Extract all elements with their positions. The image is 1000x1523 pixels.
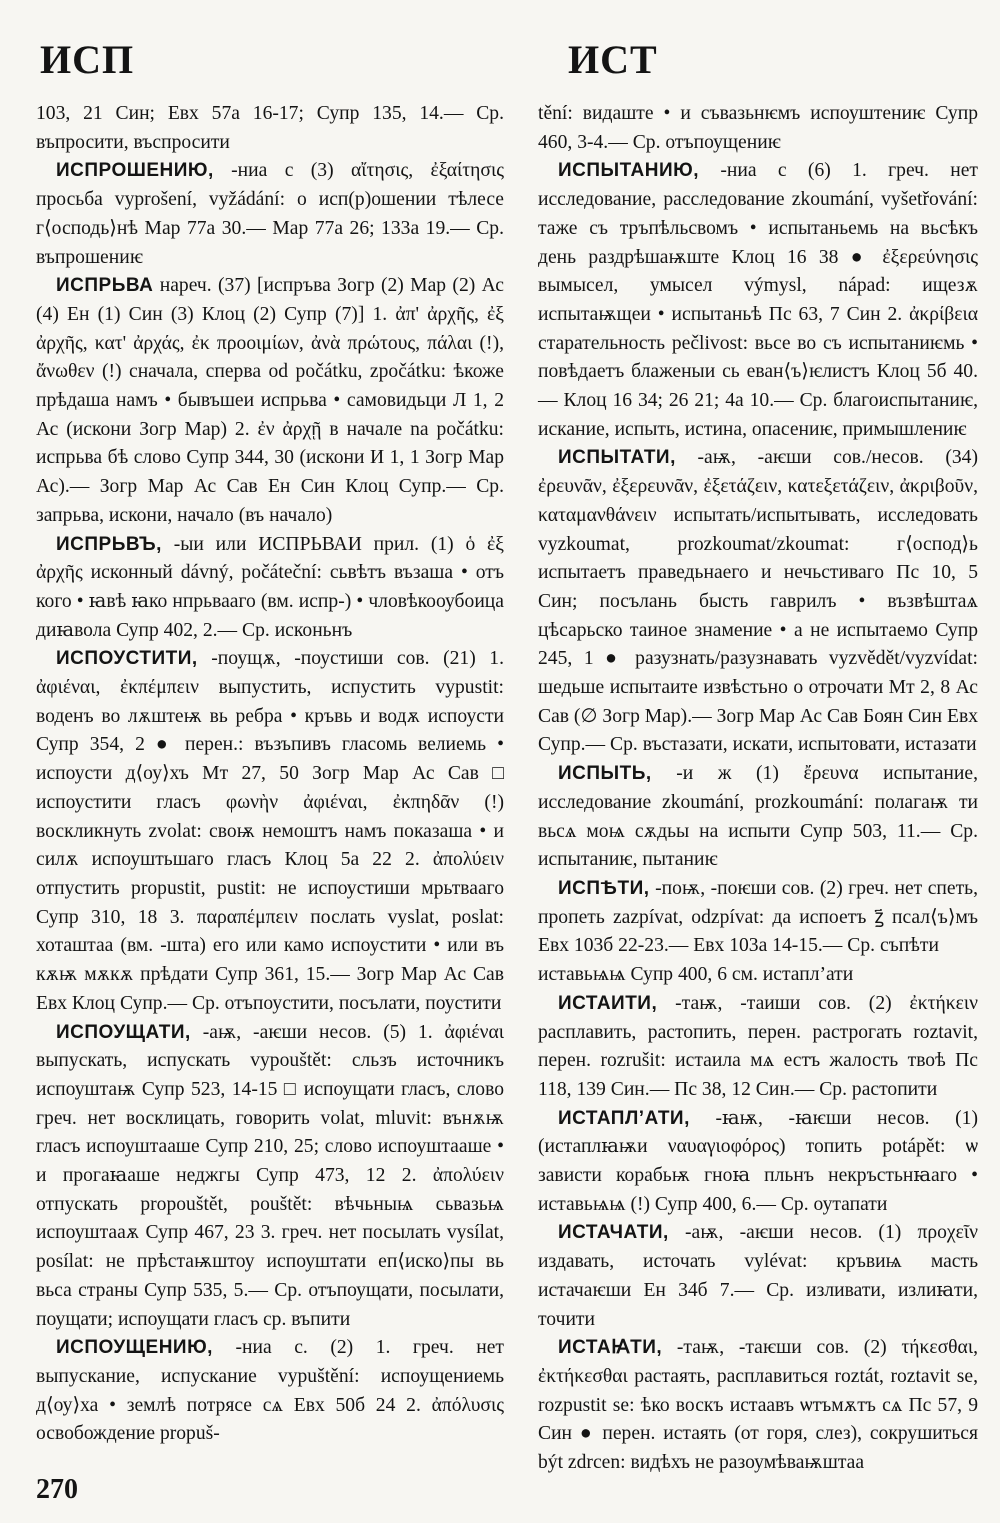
- right-column: [538, 100, 979, 1474]
- entry-headword: ИСТАПЛ’АТИ,: [558, 1107, 690, 1129]
- entry-body: -ыи или ИСПРЬВАИ прил. (1) ὁ ἐξ ἀρχῆς исконный dávný, počáteční: сьвѣтъ възаша • отъ кого • ꙗвѣ ꙗко нпрьвааго (вм. испр-) • чловѣкооубоица диꙗвола Супр 402, 2.— Ср. исконьнъ: [36, 533, 504, 641]
- entry-body: -аѭ, -аѥши несов. (5) 1. ἀφιέναι выпускать, испускать vypouštět: сльзъ источникъ испоуштаѭ Супр 523, 14-15 □ испоущати гласъ, слово греч. нет восклицать, говорить volat, mluvit: вънѫѭ гласъ испоуштааше Супр 210, 25; слово испоуштааше • и прогаꙗаше неджгы Супр 473, 12 2. ἀπολύειν отпускать propouštět, pouštět: вѣчьныѩ сьвазьѩ испоуштааѫ Супр 467, 23 3. греч. нет посылать vysílat, posílat: не прѣстаѭштоу испоуштати еп⟨иско⟩пы вь вьса страны Супр 535, 5.— Ср. отъпоущати, посылати, поущати; испоущати гласъ ср. въпити: [36, 1021, 504, 1330]
- entry-headword: ИСПЫТЬ,: [558, 763, 652, 785]
- entry-headword: ИСПОУЩАТИ,: [56, 1021, 191, 1043]
- entry-headword: ИСПРЬВЪ,: [56, 533, 162, 555]
- dictionary-entry: [538, 875, 978, 961]
- entry-headword: ИСПРЬВА: [56, 275, 154, 297]
- entry-headword: ИСПОУЩЕНИЮ,: [56, 1337, 213, 1359]
- dictionary-entry: [36, 272, 504, 530]
- entry-body: -ниа с (3) αἴτησις, ἐξαίτησις просьба vyprošení, vyžádání: о исп(р)ошении тѣлесе г⟨осподь⟩нѣ Мар 77а 30.— Мар 77а 26; 133а 19.— Ср. въпрошениѥ: [36, 160, 504, 268]
- entry-body: нареч. (37) [испръва Зогр (2) Мар (2) Ас (4) Ен (1) Син (3) Клоц (2) Супр (7)] 1. ἀπ' ἀρχῆς, ἐξ ἀρχῆς, κατ' ἀρχάς, ἐκ προοιμίων, ἀνὰ πρώτους, πάλαι (!), ἄνωθεν (!) сначала, сперва od počátku, zpočátku: ѣкоже прѣдаша намъ • бывъшеи испрьва • самовидьци Л 1, 2 Ас (искони Зогр Мар) 2. ἐν ἀρχῇ в начале na počátku: испрьва бѣ слово Супр 344, 30 (искони И 1, 1 Зогр Мар Ас).— Зогр Мар Ас Сав Ен Син Клоц Супр.— Ср. запрьва, искони, начало (въ начало): [36, 275, 504, 526]
- entry-headword: ИСПОУСТИТИ,: [56, 648, 198, 670]
- entry-body: -таѭ, -таиши сов. (2) ἐκτήκειν расплавить, растопить, перен. растрогать roztavit, перен. rozrušit: истаила мѧ естъ жалость твоѣ Пс 118, 139 Син.— Пс 38, 12 Син.— Ср. растопити: [538, 992, 978, 1100]
- entry-headword: ИСТАꙖТИ,: [558, 1337, 663, 1359]
- dictionary-entry: [538, 444, 978, 760]
- entry-headword: ИСПЫТАТИ,: [558, 447, 676, 469]
- entry-body: tění: видаште • и съвазьнѥмъ испоуштениѥ Супр 460, 3-4.— Ср. отъпоущениѥ: [538, 103, 978, 153]
- entry-body: -аѭ, -аѥши несов. (1) προχεῖν издавать, источать vylévat: кръвиѩ масть истачаѥши Ен 34б 7.— Ср. изливати, излиꙗти, точити: [538, 1222, 978, 1330]
- dictionary-entry: [36, 531, 504, 646]
- entry-body: -поѭ, -поѥши сов. (2) греч. нет спеть, пропеть zazpívat, odzpívat: да испоетъ ꙁ҃ псал⟨ъ⟩мъ Евх 103б 22-23.— Евх 103а 14-15.— Ср. съпѣти: [538, 877, 979, 957]
- dictionary-entry: [538, 990, 978, 1105]
- dictionary-entry: [36, 1019, 504, 1335]
- running-head-left: ИСП: [40, 37, 135, 82]
- entry-body: -и ж (1) ἔρευνα испытание, исследование zkoumání, prozkoumání: полагаѭ ти вьсѧ моѩ сѫдьы на испыти Супр 503, 11.— Ср. испытаниѥ, пытаниѥ: [538, 763, 978, 871]
- entry-body: иставьѩѩ Супр 400, 6 см. истапл’ати: [538, 964, 854, 986]
- entry-headword: ИСПРОШЕНИЮ,: [56, 160, 214, 182]
- dictionary-entry: [36, 1334, 504, 1449]
- entry-body: -таѭ, -таѥши сов. (2) τήκεσθαι, ἐκτήκεσθαι растаять, расплавиться roztát, roztavit se, rozpustit se: ѣко воскъ истаавъ ѡтъмѫтъ сѧ Пс 57, 9 Син ● перен. истаять (от горя, слез), сокрушиться být zdrcen: видѣхъ не разоумѣваѭштаа: [538, 1337, 978, 1474]
- dictionary-entry: [538, 1219, 978, 1334]
- dictionary-entry: [538, 760, 978, 875]
- entry-body: -поущѫ, -поустиши сов. (21) 1. ἀφιέναι, ἐκπέμπειν выпустить, испустить vypustit: воденъ во лѫштеѭ вь ребра • кръвь и водѫ испоусти Супр 354, 2 ● перен.: възъпивъ гласомь велиемь • испоусти д⟨оу⟩хъ Мт 27, 50 Зогр Мар Ас Сав □ испоустити гласъ φωνὴν ἀφιέναι, ἐκπηδᾶν (!) воскликнуть zvolat: своѭ немоштъ намъ показаша • и силѫ испоуштьшаго гласъ Клоц 5а 22 2. ἀπολύειν отпустить propustit, pustit: не испоустиши мрьтвааго Супр 310, 18 3. παραπέμπειν послать vyslat, poslat: хоташтаа (вм. -шта) его или камо испоустити • или въ кѫѭ мѫкѫ прѣдати Супр 361, 15.— Зогр Мар Ас Сав Евх Клоц Супр.— Ср. отъпоустити, посълати, поустити: [36, 648, 504, 1014]
- page-number: 270: [36, 1474, 78, 1505]
- dictionary-entry: [538, 1105, 978, 1220]
- entry-headword: ИСПѢТИ,: [558, 877, 650, 899]
- entry-body: -ниа с (6) 1. греч. нет исследование, расследование zkoumání, vyšetřování: таже съ тръпѣльсвомъ • испытаньемь на вьсѣкъ день раздрѣшаѭште Клоц 16 38 ● ἐξερεύνησις вымысел, умысел výmysl, nápad: ищезѫ испытаѭщеи • испытаньѣ Пс 63, 7 Син 2. ἀκρίβεια старательность pečlivost: вьсе во съ испытаниѥмь • повѣдаетъ блаженыи сь еван⟨ъ⟩ѥлистъ Клоц 5б 40.— Клоц 16 34; 26 21; 4а 10.— Ср. благоиспытаниѥ, искание, испыть, истина, опасениѥ, примышлениѥ: [538, 160, 978, 440]
- entry-headword: ИСПЫТАНИЮ,: [558, 160, 700, 182]
- entry-body: -аѭ, -аѥши сов./несов. (34) ἐρευνᾶν, ἐξερευνᾶν, ἐξετάζειν, κατεξετάζειν, ἀκριβοῦν, καταμανθάνειν испытать/испытывать, исследовать vyzkoumat, prozkoumat/zkoumat: г⟨оспод⟩ь испытаетъ праведьнаего и нечьстиваго Пс 10, 5 Син; посълань бысть гаврилъ • възвѣштаѧ цѣсарьско таиное знамение • а не испытаемо Супр 245, 1 ● разузнать/разузнавать vyzvědět/vyzvídat: шедьше испытаите извѣстьно о отрочати Мт 2, 8 Ас Сав (∅ Зогр Мар).— Зогр Мар Ас Сав Боян Син Евх Супр.— Ср. въстазати, искати, испытовати, истазати: [538, 447, 978, 756]
- left-column: [36, 100, 504, 1450]
- dictionary-entry: [36, 157, 504, 272]
- dictionary-entry: [538, 100, 978, 157]
- dictionary-entry: [538, 157, 978, 444]
- entry-body: 103, 21 Син; Евх 57а 16-17; Супр 135, 14.— Ср. въпросити, въспросити: [36, 103, 504, 153]
- dictionary-entry: [538, 961, 978, 990]
- entry-body: -ꙗѭ, -ꙗѥши несов. (1) (истаплꙗѭи ναυαγιοφόρος) топить potápět: ѡ зависти корабьѭ гноꙗ пльнъ некръстьнꙗаго • иставьѩѩ (!) Супр 400, 6.— Ср. оутапати: [538, 1107, 978, 1215]
- dictionary-entry: [36, 645, 504, 1018]
- entry-headword: ИСТАЧАТИ,: [558, 1222, 669, 1244]
- entry-headword: ИСТАИТИ,: [558, 992, 658, 1014]
- dictionary-entry: [538, 1334, 978, 1478]
- entry-body: -ниа с. (2) 1. греч. нет выпускание, испускание vypuštění: испоущениемь д⟨оу⟩ха • землѣ потрясе сѧ Евх 50б 24 2. ἀπόλυσις освобождение propuš-: [36, 1337, 504, 1445]
- running-head-right: ИСТ: [568, 37, 658, 82]
- dictionary-entry: [36, 100, 504, 157]
